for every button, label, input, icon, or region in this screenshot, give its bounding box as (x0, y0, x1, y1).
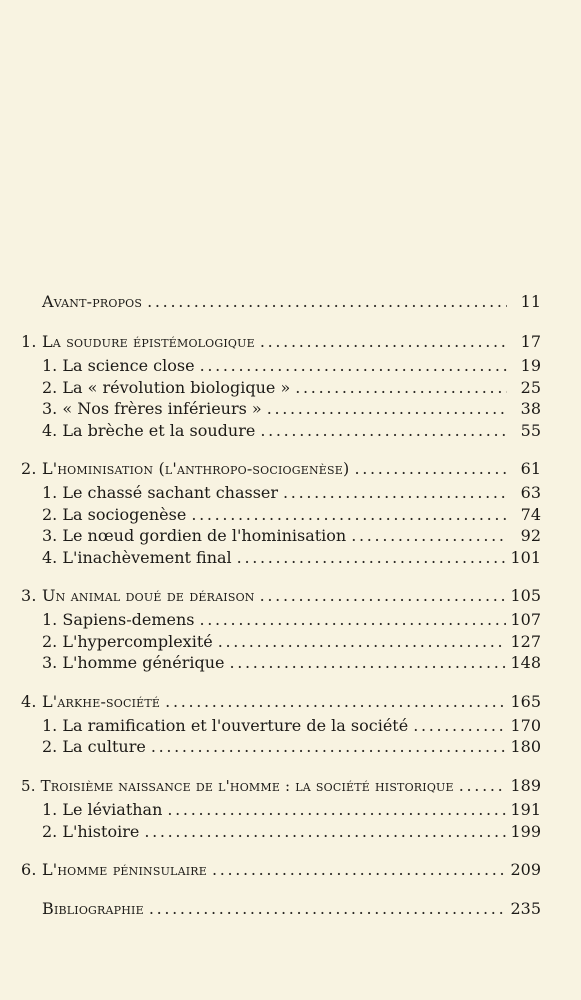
toc-entry-label: 2. La culture (42, 737, 146, 756)
leader-dots (218, 631, 507, 653)
toc-entry-page: 61 (520, 459, 541, 478)
toc-section[interactable] (0, 398, 581, 420)
toc-chapter-4[interactable] (0, 691, 581, 713)
toc-entry-page: 127 (510, 632, 541, 651)
toc-chapter-5[interactable] (0, 775, 581, 797)
toc-entry-page: 189 (510, 776, 541, 795)
toc-entry-label: 3. « Nos frères inférieurs » (42, 399, 262, 418)
toc-entry-page: 199 (510, 822, 541, 841)
toc-entry-label: 3. L'homme générique (42, 653, 225, 672)
toc-entry-page: 165 (510, 692, 541, 711)
toc-entry-page: 17 (520, 332, 541, 351)
toc-entry-label: Avant-propos (42, 292, 143, 311)
toc-entry-label: 6. L'homme péninsulaire (21, 860, 207, 879)
toc-entry-label: 1. La ramification et l'ouverture de la société (42, 716, 409, 735)
toc-entry-page: 101 (510, 548, 541, 567)
leader-dots (212, 859, 506, 881)
toc-chapter-6[interactable] (0, 859, 581, 881)
toc-chapter-3[interactable] (0, 585, 581, 607)
toc-entry-label: 2. L'hominisation (l'anthropo-sociogenèse) (21, 459, 350, 478)
toc-entry-page: 19 (520, 356, 541, 375)
leader-dots (260, 585, 507, 607)
toc-entry-label: 1. Le chassé sachant chasser (42, 483, 279, 502)
toc-section[interactable] (0, 547, 581, 569)
leader-dots (413, 715, 506, 737)
toc-entry-label: 2. L'hypercomplexité (42, 632, 213, 651)
toc-section[interactable] (0, 609, 581, 631)
toc-section[interactable] (0, 652, 581, 674)
toc-entry-label: 4. L'inachèvement final (42, 548, 232, 567)
leader-dots (167, 799, 506, 821)
toc-chapter-2[interactable] (0, 458, 581, 480)
toc-entry-label: 3. Un animal doué de déraison (21, 586, 255, 605)
toc-section[interactable] (0, 482, 581, 504)
toc-entry-label: 2. L'histoire (42, 822, 140, 841)
leader-dots (199, 609, 506, 631)
toc-entry-page: 38 (520, 399, 541, 418)
toc-section[interactable] (0, 631, 581, 653)
toc-entry-page: 105 (510, 586, 541, 605)
toc-entry-page: 107 (510, 610, 541, 629)
leader-dots (295, 377, 507, 399)
toc-section[interactable] (0, 377, 581, 399)
toc-entry-label: 4. L'arkhe-société (21, 692, 161, 711)
toc-entry-page: 235 (510, 899, 541, 918)
toc-entry-page: 25 (520, 378, 541, 397)
toc-chapter-1[interactable] (0, 331, 581, 353)
toc-section[interactable] (0, 355, 581, 377)
leader-dots (149, 898, 507, 920)
leader-dots (165, 691, 506, 713)
toc-entry-avant-propos[interactable] (0, 291, 581, 313)
leader-dots (260, 420, 507, 442)
toc-entry-page: 74 (520, 505, 541, 524)
toc-entry-page: 55 (520, 421, 541, 440)
toc-section[interactable] (0, 420, 581, 442)
leader-dots (151, 736, 507, 758)
toc-entry-label: 2. La sociogenèse (42, 505, 187, 524)
toc-entry-label: 1. La soudure épistémologique (21, 332, 255, 351)
toc-entry-label: 5. Troisième naissance de l'homme : la société historique (21, 777, 454, 795)
toc-section[interactable] (0, 736, 581, 758)
leader-dots (260, 331, 507, 353)
leader-dots (237, 547, 507, 569)
toc-entry-label: 3. Le nœud gordien de l'hominisation (42, 526, 347, 545)
leader-dots (147, 291, 507, 313)
toc-entry-bibliographie[interactable] (0, 898, 581, 920)
toc-entry-page: 209 (510, 860, 541, 879)
toc-section[interactable] (0, 821, 581, 843)
toc-entry-label: 2. La « révolution biologique » (42, 378, 291, 397)
toc-entry-page: 180 (510, 737, 541, 756)
leader-dots (229, 652, 506, 674)
toc-entry-page: 170 (510, 716, 541, 735)
toc-entry-page: 11 (520, 292, 541, 311)
leader-dots (283, 482, 507, 504)
leader-dots (200, 355, 507, 377)
leader-dots (144, 821, 506, 843)
toc-section[interactable] (0, 799, 581, 821)
toc-entry-page: 191 (510, 800, 541, 819)
toc-section[interactable] (0, 504, 581, 526)
leader-dots (354, 458, 507, 480)
toc-entry-page: 92 (520, 526, 541, 545)
toc-section[interactable] (0, 715, 581, 737)
toc-entry-label: 4. La brèche et la soudure (42, 421, 256, 440)
toc-entry-label: 1. Le léviathan (42, 800, 163, 819)
toc-section[interactable] (0, 525, 581, 547)
toc-entry-page: 148 (510, 653, 541, 672)
leader-dots (351, 525, 507, 547)
toc-entry-label: 1. Sapiens-demens (42, 610, 195, 629)
toc-entry-page: 63 (520, 483, 541, 502)
leader-dots (267, 398, 507, 420)
toc-entry-label: 1. La science close (42, 356, 195, 375)
leader-dots (459, 775, 507, 797)
toc-entry-label: Bibliographie (42, 899, 144, 918)
leader-dots (191, 504, 507, 526)
